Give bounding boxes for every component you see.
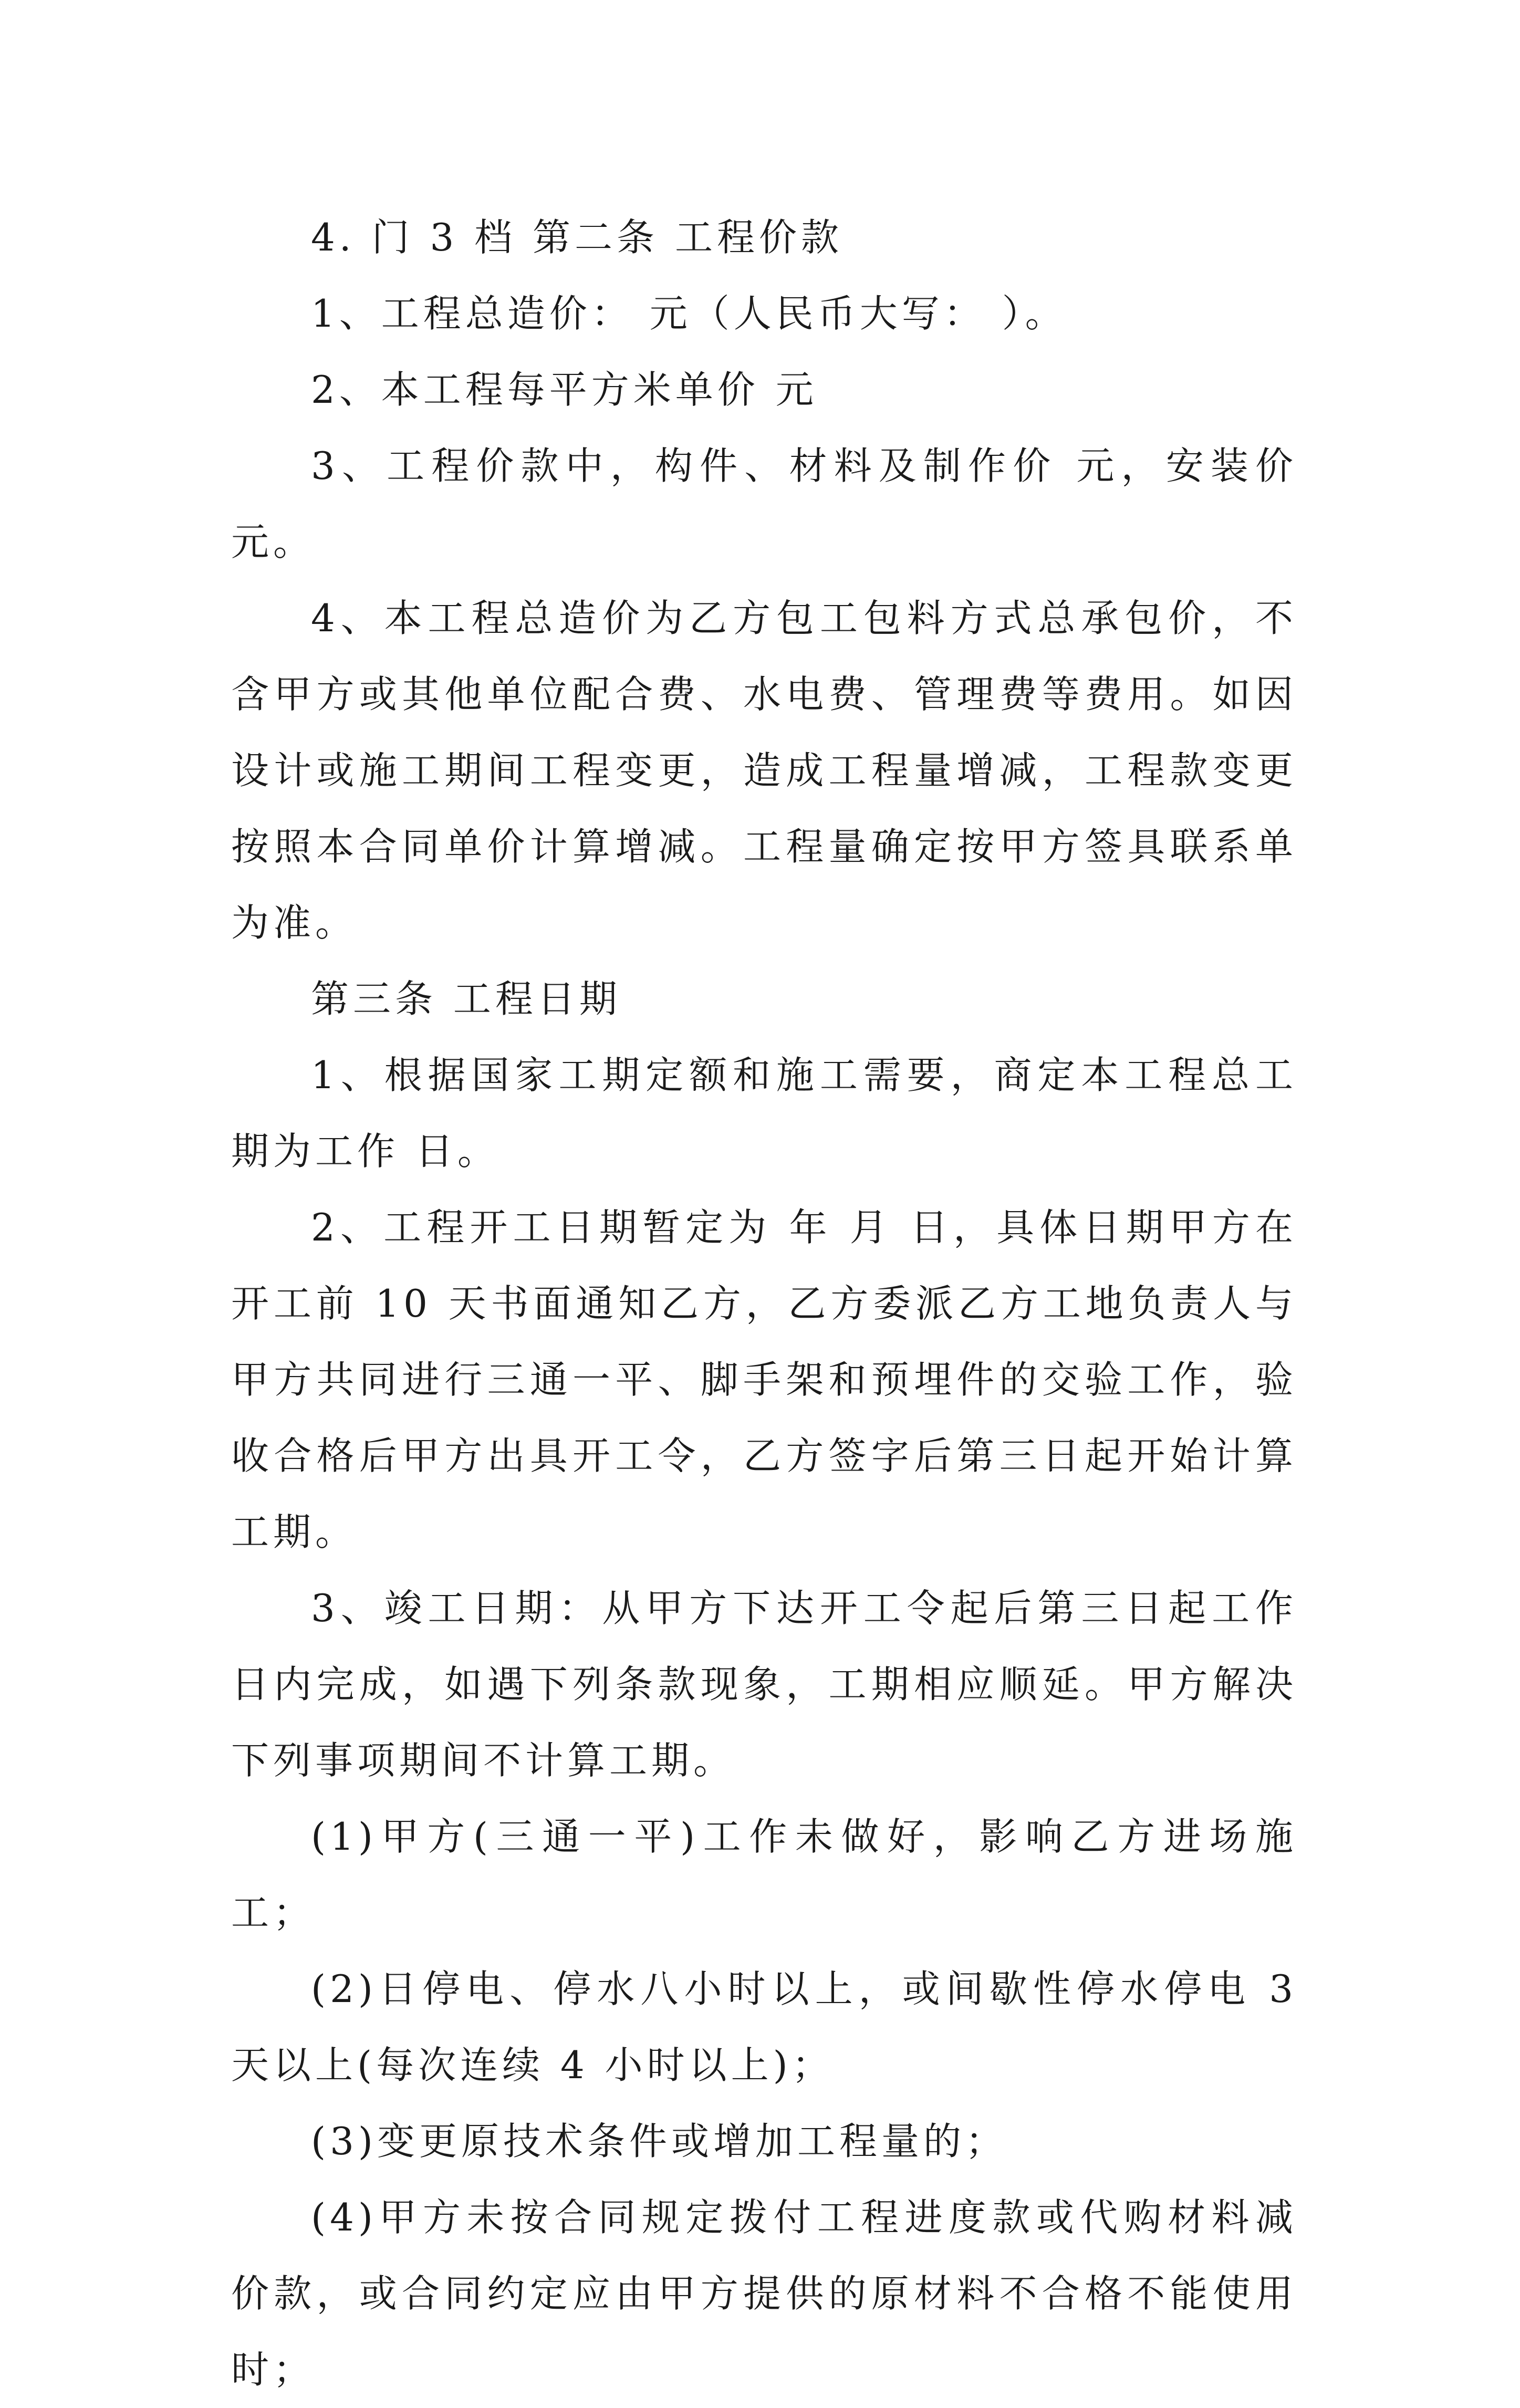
paragraph-contract-price-terms: 4、本工程总造价为乙方包工包料方式总承包价，不含甲方或其他单位配合费、水电费、管理费等费用。如因设计或施工期间工程变更，造成工程量增减，工程款变更按照本合同单价计算增减。工程量确定按甲方签具联系单为准。 — [231, 596, 1297, 945]
list-item-delay-4: (4)甲方未按合同规定拨付工程进度款或代购材料减价款，或合同约定应由甲方提供的原材料不合格不能使用时； — [231, 2195, 1297, 2392]
paragraph-unit-price: 2、本工程每平方米单价 元 — [311, 368, 818, 412]
document-body — [231, 200, 1297, 2408]
paragraph-start-date: 2、工程开工日期暂定为 年 月 日，具体日期甲方在开工前 10 天书面通知乙方，乙方委派乙方工地负责人与甲方共同进行三通一平、脚手架和预埋件的交验工作，验收合格后甲方出具开工令，乙方签字后第三日起开始计算工期。 — [231, 1205, 1297, 1554]
paragraph-price-breakdown: 3、工程价款中，构件、材料及制作价 元，安装价 元。 — [231, 444, 1297, 564]
paragraph-door-and-price-heading: 4. 门 3 档 第二条 工程价款 — [311, 215, 843, 259]
paragraph-total-duration: 1、根据国家工期定额和施工需要，商定本工程总工期为工作 日。 — [231, 1053, 1297, 1173]
list-item-delay-3: (3)变更原技术条件或增加工程量的； — [311, 2119, 1007, 2163]
list-item-delay-1: (1)甲方(三通一平)工作未做好，影响乙方进场施工； — [231, 1815, 1297, 1935]
list-item-delay-2: (2)日停电、停水八小时以上，或间歇性停水停电 3 天以上(每次连续 4 小时以上)； — [231, 1967, 1297, 2087]
section-heading-project-dates: 第三条 工程日期 — [311, 977, 621, 1021]
paragraph-total-cost: 1、工程总造价： 元（人民币大写： ）。 — [311, 291, 1067, 336]
paragraph-completion-date: 3、竣工日期：从甲方下达开工令起后第三日起工作 日内完成，如遇下列条款现象，工期相应顺延。甲方解决下列事项期间不计算工期。 — [231, 1586, 1297, 1782]
